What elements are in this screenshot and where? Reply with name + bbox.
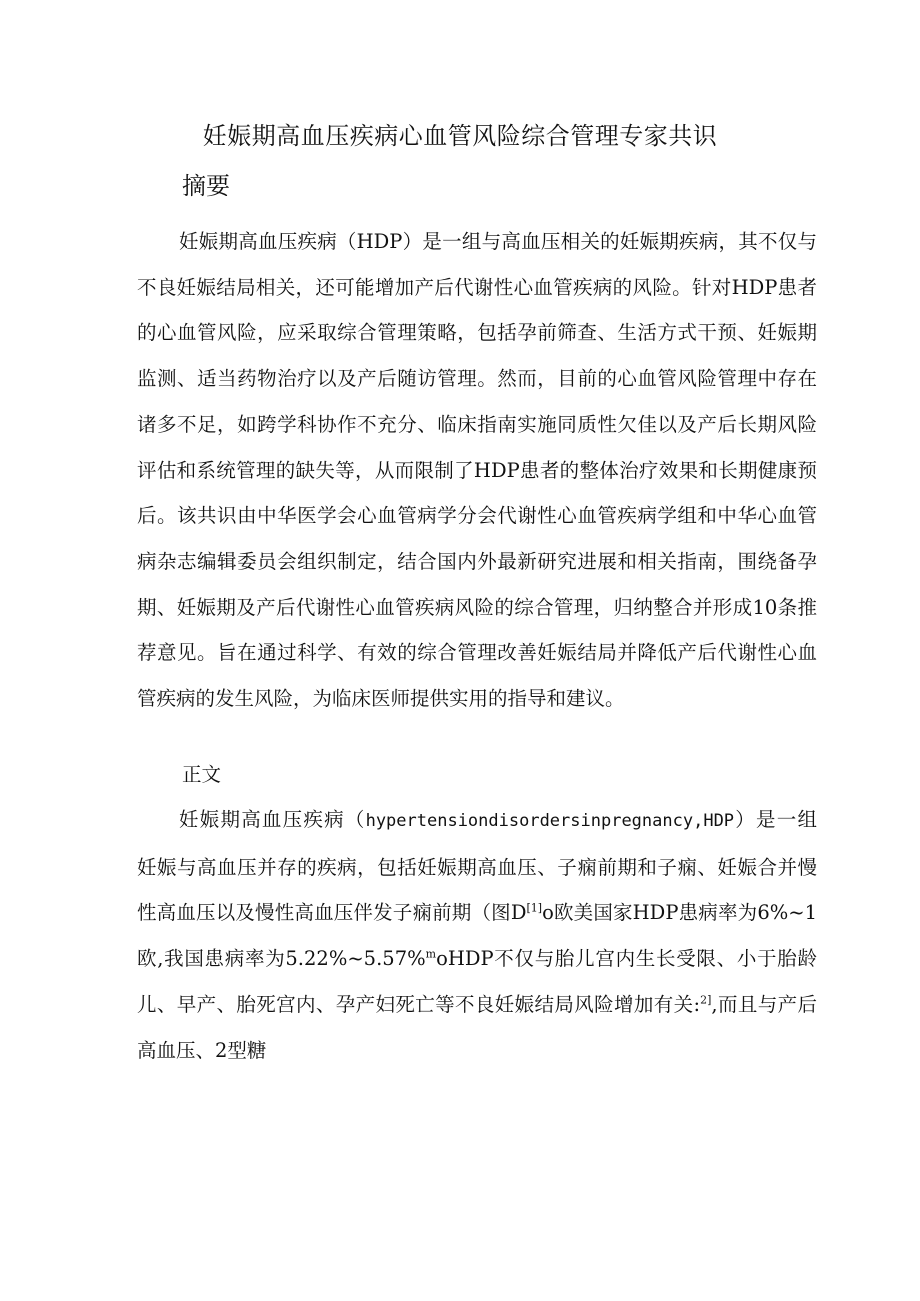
main-text-heading: 正文 xyxy=(182,763,222,786)
citation-m: m xyxy=(425,947,437,961)
citation-2: 2] xyxy=(700,993,712,1007)
hdp-english-term: hypertensiondisordersinpregnancy,HDP xyxy=(365,811,735,831)
document-title: 妊娠期高血压疾病心血管风险综合管理专家共识 xyxy=(202,122,718,150)
body-text-part-4: oHDP不仅与胎儿宫内生长受限、小于胎龄儿、早产、胎死宫内、孕产妇死亡等不良妊娠结局风险增加有关: xyxy=(137,947,817,1016)
body-text-part-3: o欧美国家HDP患病率为6%~1欧,我国患病率为5.22%~5.57% xyxy=(137,901,817,971)
citation-1: [1] xyxy=(526,901,543,915)
body-paragraph xyxy=(137,797,817,1073)
abstract-heading: 摘要 xyxy=(182,172,230,200)
body-text-part-2: ）是一组妊娠与高血压并存的疾病，包括妊娠期高血压、子痫前期和子痫、妊娠合并慢性高血压以及慢性高血压伴发子痫前期（图D xyxy=(137,808,817,925)
abstract-paragraph: 妊娠期高血压疾病（HDP）是一组与高血压相关的妊娠期疾病，其不仅与不良妊娠结局相关，还可能增加产后代谢性心血管疾病的风险。针对HDP患者的心血管风险，应采取综合管理策略，包括孕前筛查、生活方式干预、妊娠期监测、适当药物治疗以及产后随访管理。然而，目前的心血管风险管理中存在诸多不足，如跨学科协作不充分、临床指南实施同质性欠佳以及产后长期风险评估和系统管理的缺失等，从而限制了HDP患者的整体治疗效果和长期健康预后。该共识由中华医学会心血管病学分会代谢性心血管疾病学组和中华心血管病杂志编辑委员会组织制定，结合国内外最新研究进展和相关指南，围绕备孕期、妊娠期及产后代谢性心血管疾病风险的综合管理，归纳整合并形成10条推荐意见。旨在通过科学、有效的综合管理改善妊娠结局并降低产后代谢性心血管疾病的发生风险，为临床医师提供实用的指导和建议。 xyxy=(137,230,817,711)
body-text-part-5: ,而且与产后高血压、2型糖 xyxy=(137,992,818,1062)
body-text-part-1: 妊娠期高血压疾病（ xyxy=(179,808,366,831)
